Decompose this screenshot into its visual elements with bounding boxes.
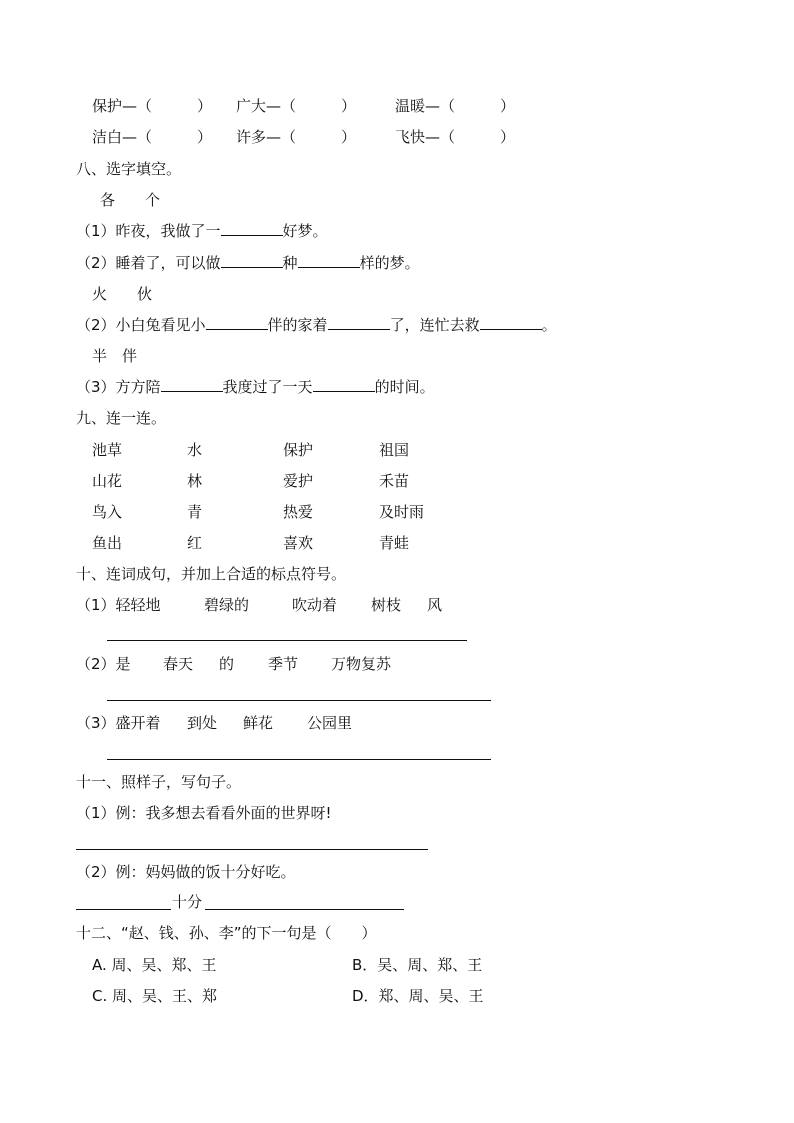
- match-word[interactable]: 青: [187, 503, 203, 521]
- option-d[interactable]: D．郑、周、吴、王: [352, 987, 484, 1005]
- match-word[interactable]: 热爱: [283, 503, 314, 521]
- word-chunk: 风: [427, 596, 443, 614]
- answer-line[interactable]: [107, 759, 491, 760]
- match-word[interactable]: 保护: [283, 441, 314, 459]
- answer-line[interactable]: [205, 909, 404, 910]
- word-chunk: （1）轻轻地: [76, 596, 161, 614]
- sentence-keyword: 十分: [172, 893, 203, 911]
- section-12-title: 十二、“赵、钱、孙、李”的下一句是（ ）: [76, 924, 377, 942]
- word-chunk: 公园里: [307, 714, 353, 732]
- antonym-item[interactable]: 温暖—（ ）: [395, 97, 516, 115]
- match-word[interactable]: 祖国: [379, 441, 410, 459]
- option-a[interactable]: A. 周、吴、郑、王: [92, 956, 217, 974]
- blank-field[interactable]: [328, 315, 390, 330]
- word-chunk: 的: [219, 655, 235, 673]
- option-c[interactable]: C. 周、吴、王、郑: [92, 987, 218, 1005]
- match-word[interactable]: 青蛙: [379, 534, 410, 552]
- section-8-title: 八、选字填空。: [76, 160, 182, 178]
- match-word[interactable]: 水: [187, 441, 203, 459]
- fill-sentence: （3）方方陪 我度过了一天 的时间。: [76, 378, 435, 396]
- match-word[interactable]: 喜欢: [283, 534, 314, 552]
- fill-sentence: （1）昨夜，我做了一 好梦。: [76, 222, 328, 240]
- answer-line[interactable]: [107, 700, 491, 701]
- blank-field[interactable]: [206, 315, 268, 330]
- match-word[interactable]: 池草: [92, 441, 123, 459]
- blank-field[interactable]: [221, 221, 283, 236]
- word-chunk: 万物复苏: [331, 655, 392, 673]
- blank-field[interactable]: [161, 377, 223, 392]
- match-word[interactable]: 林: [187, 472, 203, 490]
- example-sentence: （1）例：我多想去看看外面的世界呀!: [76, 804, 332, 822]
- option-b[interactable]: B．吴、周、郑、王: [352, 956, 483, 974]
- antonym-item[interactable]: 飞快—（ ）: [395, 128, 516, 146]
- blank-field[interactable]: [221, 253, 283, 268]
- word-chunk: 春天: [163, 655, 194, 673]
- blank-field[interactable]: [298, 253, 360, 268]
- match-word[interactable]: 红: [187, 534, 203, 552]
- word-chunk: 吹动着: [292, 596, 338, 614]
- antonym-item[interactable]: 洁白—（ ）: [92, 128, 213, 146]
- section-9-title: 九、连一连。: [76, 409, 167, 427]
- word-chunk: （2）是: [76, 655, 131, 673]
- answer-line[interactable]: [76, 849, 428, 850]
- blank-field[interactable]: [313, 377, 375, 392]
- word-chunk: 鲜花: [243, 714, 274, 732]
- section-10-title: 十、连词成句，并加上合适的标点符号。: [76, 565, 347, 583]
- answer-line[interactable]: [107, 640, 467, 641]
- word-chunk: 季节: [268, 655, 299, 673]
- answer-line[interactable]: [76, 909, 171, 910]
- fill-sentence: （2）睡着了，可以做 种 样的梦。: [76, 254, 420, 272]
- section-11-title: 十一、照样子，写句子。: [76, 773, 242, 791]
- antonym-item[interactable]: 保护—（ ）: [92, 97, 213, 115]
- match-word[interactable]: 爱护: [283, 472, 314, 490]
- example-sentence: （2）例：妈妈做的饭十分好吃。: [76, 863, 296, 881]
- antonym-item[interactable]: 许多—（ ）: [236, 128, 357, 146]
- match-word[interactable]: 禾苗: [379, 472, 410, 490]
- match-word[interactable]: 及时雨: [379, 503, 425, 521]
- match-word[interactable]: 山花: [92, 472, 123, 490]
- char-choice-group: 各 个: [100, 191, 161, 209]
- char-choice-group: 半 伴: [92, 347, 138, 365]
- char-choice-group: 火 伙: [92, 285, 153, 303]
- antonym-item[interactable]: 广大—（ ）: [236, 97, 357, 115]
- word-chunk: 碧绿的: [204, 596, 250, 614]
- match-word[interactable]: 鸟入: [92, 503, 123, 521]
- blank-field[interactable]: [480, 315, 542, 330]
- match-word[interactable]: 鱼出: [92, 534, 123, 552]
- word-chunk: （3）盛开着: [76, 714, 161, 732]
- word-chunk: 到处: [187, 714, 218, 732]
- word-chunk: 树枝: [371, 596, 402, 614]
- fill-sentence: （2）小白兔看见小 伴的家着 了，连忙去救 。: [76, 316, 557, 334]
